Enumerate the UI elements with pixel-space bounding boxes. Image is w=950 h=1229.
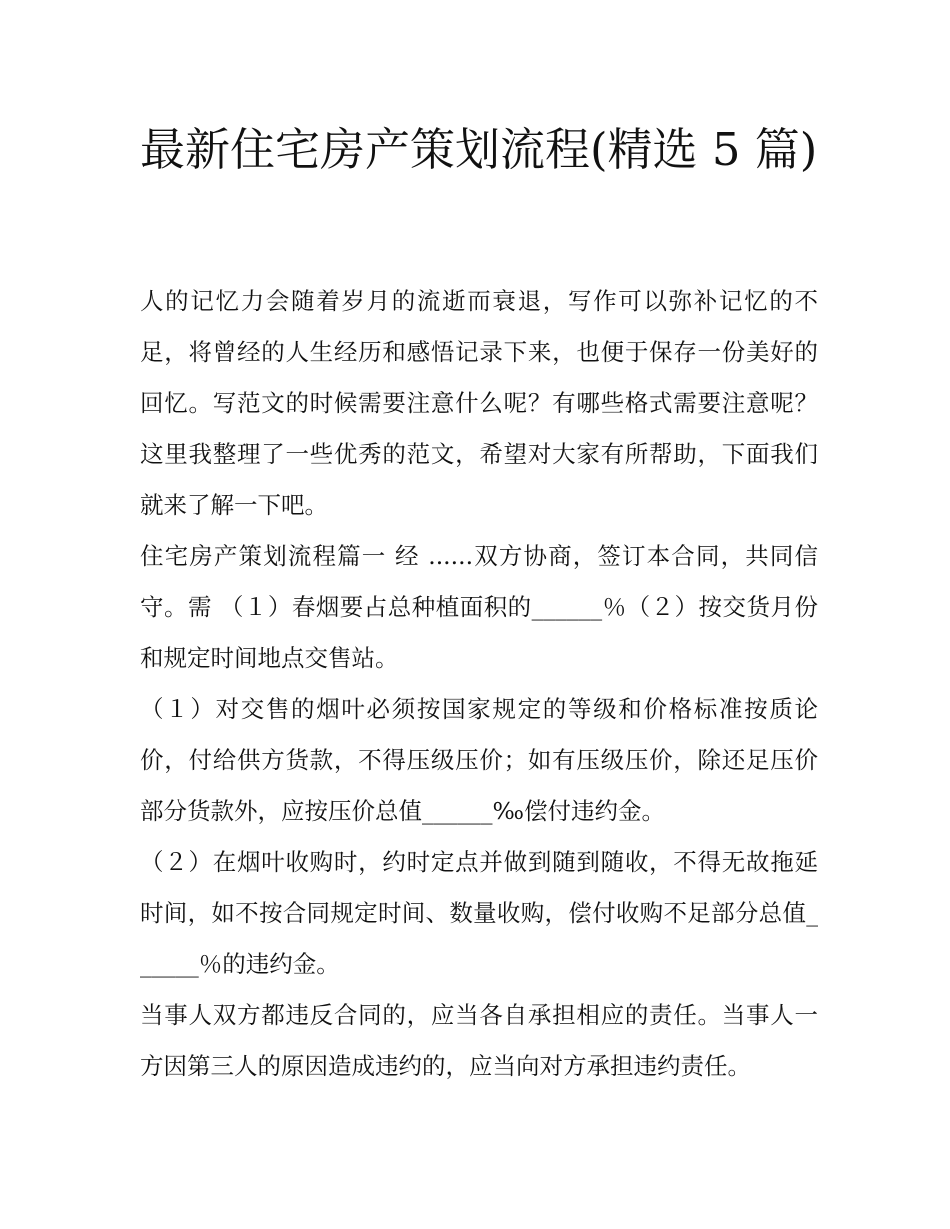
document-title: 最新住宅房产策划流程(精选 5 篇): [140, 123, 818, 176]
document-body: [140, 276, 818, 1092]
paragraph-contract-terms: 住宅房产策划流程篇一 经 ......双方协商，签订本合同，共同信守。需 （１）春烟要占总种植面积的______％（２）按交货月份和规定时间地点交售站。: [140, 542, 818, 672]
paragraph-intro: 人的记忆力会随着岁月的流逝而衰退，写作可以弥补记忆的不足，将曾经的人生经历和感悟记录下来，也便于保存一份美好的回忆。写范文的时候需要注意什么呢？有哪些格式需要注意呢？这里我整理了一些优秀的范文，希望对大家有所帮助，下面我们就来了解一下吧。: [140, 287, 818, 519]
paragraph-liability: 当事人双方都违反合同的，应当各自承担相应的责任。当事人一方因第三人的原因造成违约的，应当向对方承担违约责任。: [140, 1001, 818, 1080]
paragraph-clause-2: （２）在烟叶收购时，约时定点并做到随到随收，不得无故拖延时间，如不按合同规定时间、数量收购，偿付收购不足部分总值______％的违约金。: [140, 848, 818, 978]
paragraph-clause-1: （１）对交售的烟叶必须按国家规定的等级和价格标准按质论价，付给供方货款，不得压级压价；如有压级压价，除还足压价部分货款外，应按压价总值______‰偿付违约金。: [140, 695, 818, 825]
